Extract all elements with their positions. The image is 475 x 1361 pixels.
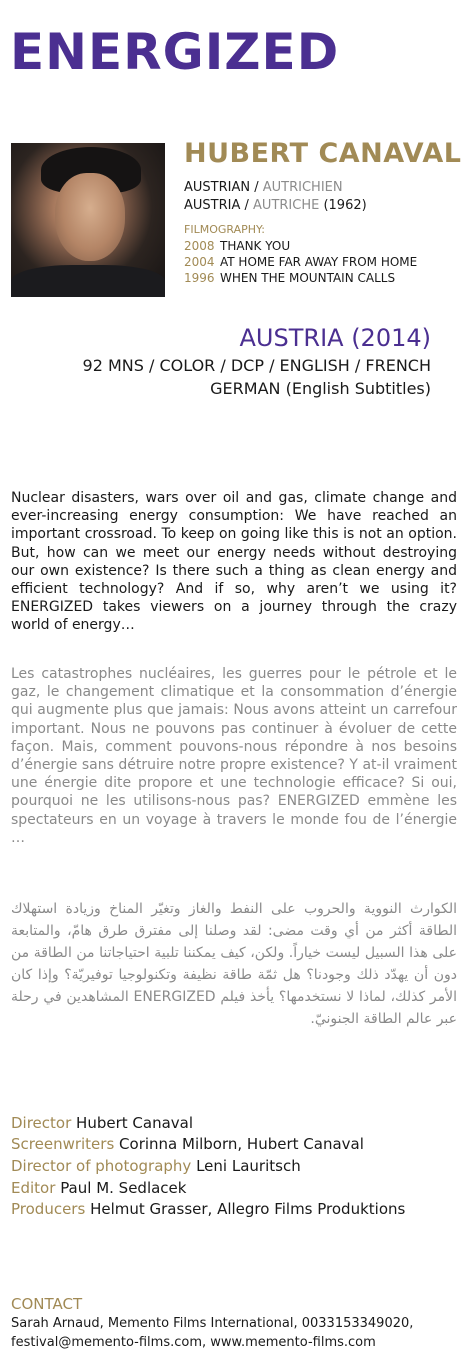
director-birthplace: AUSTRIA / AUTRICHE (1962) (184, 198, 367, 213)
filmography-item: 2008 THANK YOU (184, 239, 291, 253)
credit-director-of-photography: Director of photography Leni Lauritsch (11, 1157, 301, 1175)
contact-line-1: Sarah Arnaud, Memento Films International, 0033153349020, (11, 1316, 414, 1331)
credit-screenwriters: Screenwriters Corinna Milborn, Hubert Canaval (11, 1135, 364, 1153)
synopsis-arabic: الكوارث النووية والحروب على النفط والغاز وتغيّر المناخ وزيادة استهلاك الطاقة أكثر من أي وقت مضى: لقد وصلنا إلى مفترق طرق هامّ، والمتابعة على هذا السبيل ليست خياراً. ولكن، كيف يمكننا تلبية احتياجاتنا من الطاقة من دون أن يهدّد ذلك وجودنا؟ هل ثمّة طاقة نظيفة وتكنولوجيا توفيريّة؟ وإذا كان الأمر كذلك، لماذا لا نستخدمها؟ يأخذ فيلم ENERGIZED المشاهدين في رحلة عبر عالم الطاقة الجنونيّ. (11, 901, 457, 1027)
filmography-item: 2004 AT HOME FAR AWAY FROM HOME (184, 255, 418, 269)
credit-producers: Producers Helmut Grasser, Allegro Films Produktions (11, 1200, 406, 1218)
filmography-item: 1996 WHEN THE MOUNTAIN CALLS (184, 271, 396, 285)
credit-editor: Editor Paul M. Sedlacek (11, 1179, 187, 1197)
country-year: AUSTRIA (2014) (239, 324, 431, 352)
director-nationality: AUSTRIAN / AUTRICHIEN (184, 180, 343, 195)
filmography-label: FILMOGRAPHY: (184, 223, 265, 236)
technical-specs-line-2: GERMAN (English Subtitles) (210, 379, 431, 398)
technical-specs-line-1: 92 MNS / COLOR / DCP / ENGLISH / FRENCH (82, 356, 431, 375)
credit-director: Director Hubert Canaval (11, 1114, 193, 1132)
synopsis-french: Les catastrophes nucléaires, les guerres pour le pétrole et le gaz, le changement climatique et la consommation d’énergie qui augmente plus que jamais: Nous avons atteint un carrefour important. Nous ne pouvons pas continuer à évoluer de cette façon. Mais, comment pouvons-nous répondre à nos besoins d’énergie sans détruire notre propre existence? Y at-il vraiment une énergie dite propore et une technologie efficace? Si oui, pourquoi ne les utilisons-nous pas? ENERGIZED emmène les spectateurs en un voyage à travers le monde fou de l’énergie … (11, 666, 457, 846)
contact-label: CONTACT (11, 1295, 83, 1313)
director-name: HUBERT CANAVAL (184, 138, 462, 169)
director-photo (11, 143, 165, 297)
film-title: ENERGIZED (10, 23, 340, 81)
contact-line-2: festival@memento-films.com, www.memento-films.com (11, 1335, 376, 1350)
synopsis-english: Nuclear disasters, wars over oil and gas, climate change and ever-increasing energy consumption: We have reached an important crossroad. To keep on going like this is not an option. But, how can we meet our energy needs without destroying our own existence? Is there such a thing as clean energy and efficient technology? And if so, why aren’t we using it? ENERGIZED takes viewers on a journey through the crazy world of energy… (11, 490, 457, 634)
